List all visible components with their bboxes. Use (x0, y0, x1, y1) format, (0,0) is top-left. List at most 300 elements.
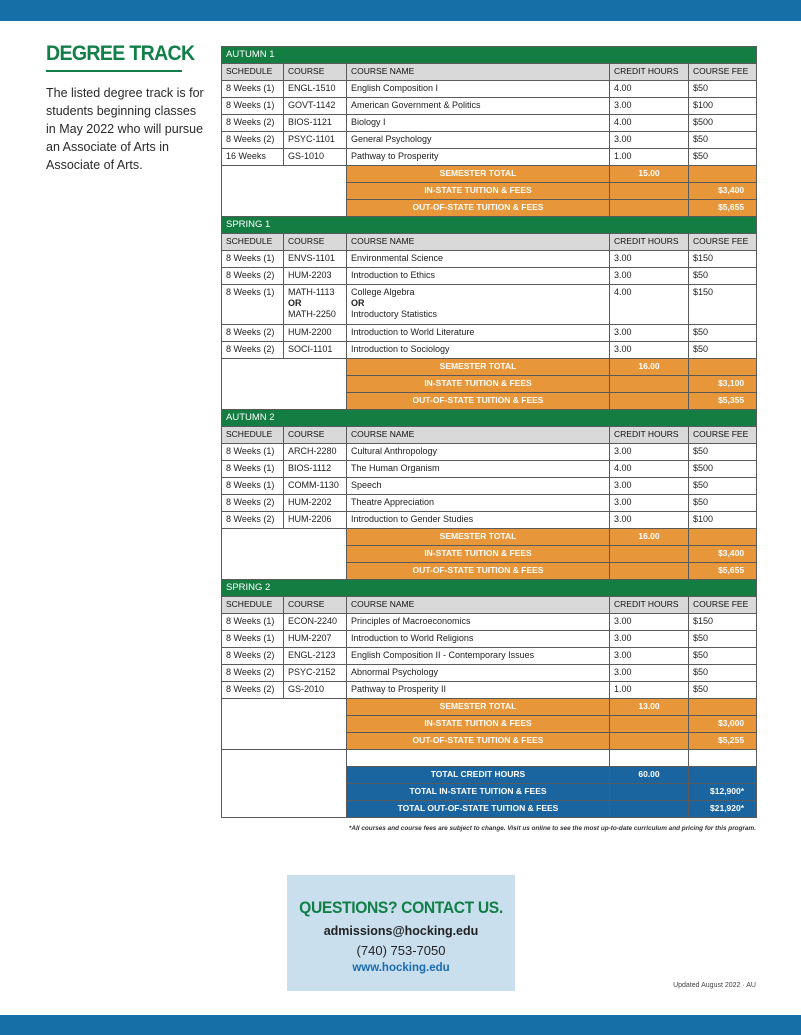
course-cell (347, 631, 610, 648)
course-cell (284, 98, 347, 115)
cell-text: GOVT-1142 (288, 100, 336, 110)
course-cell (610, 495, 689, 512)
in-state-tuition-value: $3,400 (689, 183, 757, 200)
course-cell (222, 285, 284, 325)
course-cell (610, 149, 689, 166)
cell-text: Theatre Appreciation (351, 497, 435, 507)
course-row (222, 461, 757, 478)
column-header-row (222, 64, 757, 81)
cell-text: $150 (693, 616, 714, 626)
cell-text: 8 Weeks (2) (226, 270, 275, 280)
course-cell (222, 325, 284, 342)
contact-email-link[interactable]: admissions@hocking.edu (323, 924, 479, 938)
column-header: COURSE NAME (347, 597, 610, 614)
cell-text: Environmental Science (351, 253, 444, 263)
course-cell (222, 98, 284, 115)
course-cell (689, 268, 757, 285)
course-cell (610, 444, 689, 461)
course-cell (347, 132, 610, 149)
in-state-tuition-label: IN-STATE TUITION & FEES (347, 183, 610, 200)
course-cell (222, 251, 284, 268)
cell-text: 8 Weeks (2) (226, 497, 275, 507)
course-cell (689, 98, 757, 115)
column-header: COURSE (284, 64, 347, 81)
course-cell (222, 81, 284, 98)
course-cell (610, 614, 689, 631)
course-cell (284, 115, 347, 132)
cell-text: ECON-2240 (288, 616, 338, 626)
course-cell (347, 285, 610, 325)
cell-text: BIOS-1112 (288, 463, 332, 473)
course-cell (610, 98, 689, 115)
cell-text: 8 Weeks (1) (226, 463, 275, 473)
course-row (222, 81, 757, 98)
cell-text: 8 Weeks (2) (226, 134, 275, 144)
course-cell (689, 132, 757, 149)
course-cell (689, 495, 757, 512)
course-cell (222, 461, 284, 478)
summary-empty-cell (610, 376, 689, 393)
course-row (222, 614, 757, 631)
course-row (222, 285, 757, 325)
semester-total-value: 16.00 (610, 359, 689, 376)
column-header: COURSE (284, 234, 347, 251)
cell-text: ENVS-1101 (288, 253, 335, 263)
cell-text: SOCI-1101 (288, 344, 333, 354)
course-cell (284, 614, 347, 631)
course-row (222, 495, 757, 512)
cell-text: English Composition I (351, 83, 439, 93)
contact-phone[interactable]: (740) 753-7050 (356, 943, 446, 958)
semester-total-row (222, 166, 757, 183)
column-header: SCHEDULE (222, 427, 284, 444)
cell-text: HUM-2200 (288, 327, 332, 337)
cell-text: $100 (693, 514, 714, 524)
course-cell (222, 444, 284, 461)
cell-text: GS-2010 (288, 684, 325, 694)
course-cell (284, 251, 347, 268)
cell-text: 3.00 (614, 344, 632, 354)
alternative-or-label: OR (351, 298, 365, 308)
cell-text: 8 Weeks (1) (226, 287, 275, 297)
cell-text: 8 Weeks (1) (226, 253, 275, 263)
course-cell (347, 682, 610, 699)
cell-text: 4.00 (614, 287, 632, 297)
course-cell (610, 682, 689, 699)
blank-cell (222, 166, 347, 217)
course-cell (347, 149, 610, 166)
cell-text: 8 Weeks (1) (226, 83, 275, 93)
course-cell (689, 285, 757, 325)
course-row (222, 631, 757, 648)
column-header: COURSE NAME (347, 64, 610, 81)
course-cell (222, 115, 284, 132)
cell-text: 8 Weeks (1) (226, 480, 275, 490)
term-title: AUTUMN 2 (222, 410, 757, 427)
column-header-row (222, 597, 757, 614)
cell-text: $50 (693, 270, 709, 280)
cell-text: 8 Weeks (1) (226, 616, 275, 626)
course-cell (222, 631, 284, 648)
blank-cell (610, 750, 689, 767)
course-cell (347, 342, 610, 359)
course-cell (689, 81, 757, 98)
total-in-state-tuition-value: $12,900* (689, 784, 757, 801)
course-row (222, 98, 757, 115)
course-cell (689, 444, 757, 461)
cell-text: 3.00 (614, 100, 632, 110)
course-cell (222, 614, 284, 631)
cell-text: $500 (693, 117, 714, 127)
course-cell (689, 342, 757, 359)
course-cell (689, 682, 757, 699)
cell-text: $50 (693, 151, 709, 161)
course-cell (689, 461, 757, 478)
course-cell (284, 132, 347, 149)
course-cell (284, 631, 347, 648)
course-cell (347, 98, 610, 115)
column-header: SCHEDULE (222, 64, 284, 81)
out-of-state-tuition-value: $5,355 (689, 393, 757, 410)
cell-text: 8 Weeks (2) (226, 327, 275, 337)
cell-text: Cultural Anthropology (351, 446, 438, 456)
cell-text: $50 (693, 480, 709, 490)
cell-text: $50 (693, 134, 709, 144)
cell-text: PSYC-2152 (288, 667, 336, 677)
cell-text: 3.00 (614, 446, 632, 456)
total-credit-hours-label: TOTAL CREDIT HOURS (347, 767, 610, 784)
course-cell (284, 461, 347, 478)
course-cell (347, 81, 610, 98)
cell-text: ENGL-1510 (288, 83, 336, 93)
course-cell (610, 251, 689, 268)
degree-track-table (221, 46, 757, 818)
cell-text: Introduction to Sociology (351, 344, 450, 354)
course-cell (689, 478, 757, 495)
course-cell (347, 251, 610, 268)
column-header: CREDIT HOURS (610, 427, 689, 444)
cell-text: 3.00 (614, 667, 632, 677)
course-cell (284, 149, 347, 166)
term-header-row (222, 410, 757, 427)
course-row (222, 682, 757, 699)
summary-empty-cell (689, 699, 757, 716)
course-cell (689, 325, 757, 342)
column-header: COURSE FEE (689, 234, 757, 251)
cell-text: 3.00 (614, 650, 632, 660)
out-of-state-tuition-label: OUT-OF-STATE TUITION & FEES (347, 393, 610, 410)
totals-empty-cell (689, 767, 757, 784)
term-title: SPRING 2 (222, 580, 757, 597)
blank-cell (689, 750, 757, 767)
cell-text: General Psychology (351, 134, 432, 144)
totals-empty-cell (610, 784, 689, 801)
cell-text: 3.00 (614, 327, 632, 337)
course-cell (284, 342, 347, 359)
course-row (222, 648, 757, 665)
course-cell (284, 512, 347, 529)
cell-text: Principles of Macroeconomics (351, 616, 471, 626)
contact-website-link[interactable]: www.hocking.edu (352, 962, 450, 974)
course-cell (284, 444, 347, 461)
title-underline (46, 70, 182, 72)
summary-empty-cell (610, 733, 689, 750)
column-header-row (222, 234, 757, 251)
course-cell (610, 325, 689, 342)
course-cell (284, 325, 347, 342)
cell-text: $50 (693, 327, 709, 337)
term-header-row (222, 580, 757, 597)
out-of-state-tuition-value: $5,255 (689, 733, 757, 750)
cell-text: MATH-1113 (288, 287, 335, 297)
cell-text: $50 (693, 83, 709, 93)
cell-text: 8 Weeks (2) (226, 684, 275, 694)
cell-text: The Human Organism (351, 463, 440, 473)
course-cell (347, 512, 610, 529)
total-in-state-tuition-label: TOTAL IN-STATE TUITION & FEES (347, 784, 610, 801)
column-header: COURSE (284, 597, 347, 614)
intro-description: The listed degree track is for students beginning classes in May 2022 who will pursue an Associate of Arts in Associate of Arts. (46, 86, 204, 172)
course-cell (689, 648, 757, 665)
column-header-row (222, 427, 757, 444)
cell-text: $50 (693, 344, 709, 354)
cell-text: 3.00 (614, 633, 632, 643)
course-cell (347, 115, 610, 132)
cell-text: 8 Weeks (1) (226, 446, 275, 456)
cell-text: Speech (351, 480, 382, 490)
column-header: COURSE FEE (689, 427, 757, 444)
course-cell (284, 665, 347, 682)
blank-cell (222, 750, 347, 818)
cell-text: 8 Weeks (2) (226, 514, 275, 524)
semester-total-label: SEMESTER TOTAL (347, 359, 610, 376)
blank-cell (222, 529, 347, 580)
course-cell (222, 648, 284, 665)
course-row (222, 268, 757, 285)
out-of-state-tuition-label: OUT-OF-STATE TUITION & FEES (347, 733, 610, 750)
course-cell (222, 342, 284, 359)
contact-box (287, 875, 515, 991)
cell-text: 3.00 (614, 616, 632, 626)
course-cell (610, 81, 689, 98)
cell-text: 3.00 (614, 480, 632, 490)
cell-text: GS-1010 (288, 151, 325, 161)
semester-total-row (222, 699, 757, 716)
cell-text: 8 Weeks (2) (226, 650, 275, 660)
cell-text: Introduction to Ethics (351, 270, 436, 280)
cell-text: HUM-2202 (288, 497, 332, 507)
course-cell (689, 251, 757, 268)
total-out-of-state-tuition-label: TOTAL OUT-OF-STATE TUITION & FEES (347, 801, 610, 818)
top-band (0, 0, 801, 21)
cell-text: $50 (693, 650, 709, 660)
cell-text: 8 Weeks (2) (226, 117, 275, 127)
course-cell (347, 325, 610, 342)
course-cell (610, 342, 689, 359)
course-cell (347, 495, 610, 512)
out-of-state-tuition-label: OUT-OF-STATE TUITION & FEES (347, 200, 610, 217)
cell-text: American Government & Politics (351, 100, 481, 110)
course-row (222, 325, 757, 342)
cell-text: 3.00 (614, 514, 632, 524)
summary-empty-cell (610, 716, 689, 733)
blank-cell (222, 359, 347, 410)
out-of-state-tuition-value: $5,655 (689, 563, 757, 580)
term-header-row (222, 217, 757, 234)
term-title: AUTUMN 1 (222, 47, 757, 64)
cell-text: Pathway to Prosperity II (351, 684, 447, 694)
in-state-tuition-value: $3,400 (689, 546, 757, 563)
course-cell (284, 682, 347, 699)
course-cell (610, 631, 689, 648)
course-row (222, 512, 757, 529)
total-credit-hours-value: 60.00 (610, 767, 689, 784)
summary-empty-cell (610, 183, 689, 200)
course-cell (222, 132, 284, 149)
column-header: SCHEDULE (222, 234, 284, 251)
cell-text: 3.00 (614, 270, 632, 280)
cell-text: HUM-2203 (288, 270, 332, 280)
blank-cell (222, 699, 347, 750)
cell-text: $500 (693, 463, 714, 473)
cell-text: 1.00 (614, 151, 632, 161)
course-cell (689, 149, 757, 166)
column-header: CREDIT HOURS (610, 234, 689, 251)
course-cell (347, 648, 610, 665)
course-cell (689, 631, 757, 648)
cell-text: $50 (693, 684, 709, 694)
cell-text: Introduction to World Literature (351, 327, 475, 337)
course-row (222, 478, 757, 495)
course-row (222, 444, 757, 461)
semester-total-value: 13.00 (610, 699, 689, 716)
course-cell (610, 461, 689, 478)
course-cell (610, 665, 689, 682)
disclaimer-note: *All courses and course fees are subject to change. Visit us online to see the most up-to-date curriculum and pricing for this program. (348, 825, 756, 832)
contact-heading: QUESTIONS? CONTACT US. (299, 898, 503, 917)
cell-text: COMM-1130 (288, 480, 339, 490)
summary-empty-cell (689, 529, 757, 546)
cell-text: ENGL-2123 (288, 650, 336, 660)
course-cell (610, 115, 689, 132)
cell-text: ARCH-2280 (288, 446, 337, 456)
course-cell (610, 268, 689, 285)
semester-total-row (222, 359, 757, 376)
alternative-course: MATH-2250 (288, 309, 336, 319)
column-header: COURSE NAME (347, 234, 610, 251)
cell-text: Introduction to World Religions (351, 633, 474, 643)
course-cell (284, 285, 347, 325)
cell-text: Abnormal Psychology (351, 667, 439, 677)
cell-text: 3.00 (614, 253, 632, 263)
course-cell (610, 478, 689, 495)
course-cell (689, 665, 757, 682)
cell-text: 8 Weeks (1) (226, 633, 275, 643)
total-out-of-state-tuition-value: $21,920* (689, 801, 757, 818)
semester-total-label: SEMESTER TOTAL (347, 699, 610, 716)
semester-total-label: SEMESTER TOTAL (347, 166, 610, 183)
cell-text: English Composition II - Contemporary Issues (351, 650, 535, 660)
column-header: CREDIT HOURS (610, 597, 689, 614)
course-cell (347, 614, 610, 631)
cell-text: 1.00 (614, 684, 632, 694)
cell-text: Introduction to Gender Studies (351, 514, 474, 524)
course-cell (222, 495, 284, 512)
cell-text: 4.00 (614, 463, 632, 473)
cell-text: $50 (693, 667, 709, 677)
course-cell (689, 115, 757, 132)
cell-text: 4.00 (614, 83, 632, 93)
blank-cell (347, 750, 610, 767)
course-row (222, 665, 757, 682)
cell-text: 4.00 (614, 117, 632, 127)
course-row (222, 342, 757, 359)
cell-text: $150 (693, 287, 714, 297)
alternative-or-label: OR (288, 298, 302, 308)
summary-empty-cell (610, 200, 689, 217)
course-cell (689, 614, 757, 631)
in-state-tuition-label: IN-STATE TUITION & FEES (347, 546, 610, 563)
course-cell (610, 512, 689, 529)
course-cell (222, 268, 284, 285)
updated-note: Updated August 2022 · AU (673, 982, 756, 989)
course-cell (284, 478, 347, 495)
course-cell (222, 149, 284, 166)
course-cell (222, 665, 284, 682)
in-state-tuition-label: IN-STATE TUITION & FEES (347, 716, 610, 733)
summary-empty-cell (689, 359, 757, 376)
semester-total-row (222, 529, 757, 546)
column-header: SCHEDULE (222, 597, 284, 614)
cell-text: 8 Weeks (2) (226, 667, 275, 677)
column-header: COURSE NAME (347, 427, 610, 444)
page-title: DEGREE TRACK (46, 42, 195, 65)
cell-text: College Algebra (351, 287, 415, 297)
cell-text: HUM-2207 (288, 633, 332, 643)
course-row (222, 149, 757, 166)
cell-text: $100 (693, 100, 714, 110)
out-of-state-tuition-label: OUT-OF-STATE TUITION & FEES (347, 563, 610, 580)
course-cell (347, 461, 610, 478)
course-cell (284, 495, 347, 512)
in-state-tuition-label: IN-STATE TUITION & FEES (347, 376, 610, 393)
course-row (222, 132, 757, 149)
cell-text: HUM-2206 (288, 514, 332, 524)
column-header: COURSE FEE (689, 64, 757, 81)
cell-text: Pathway to Prosperity (351, 151, 439, 161)
totals-empty-cell (610, 801, 689, 818)
summary-empty-cell (610, 563, 689, 580)
cell-text: $50 (693, 446, 709, 456)
column-header: COURSE FEE (689, 597, 757, 614)
column-header: CREDIT HOURS (610, 64, 689, 81)
course-cell (284, 268, 347, 285)
summary-empty-cell (610, 393, 689, 410)
cell-text: 8 Weeks (2) (226, 344, 275, 354)
spacer-row (222, 750, 757, 767)
course-cell (347, 268, 610, 285)
course-cell (610, 648, 689, 665)
course-cell (284, 81, 347, 98)
course-cell (222, 478, 284, 495)
out-of-state-tuition-value: $5,655 (689, 200, 757, 217)
cell-text: 16 Weeks (226, 151, 266, 161)
course-cell (689, 512, 757, 529)
semester-total-value: 15.00 (610, 166, 689, 183)
cell-text: Biology I (351, 117, 386, 127)
cell-text: 8 Weeks (1) (226, 100, 275, 110)
in-state-tuition-value: $3,100 (689, 376, 757, 393)
